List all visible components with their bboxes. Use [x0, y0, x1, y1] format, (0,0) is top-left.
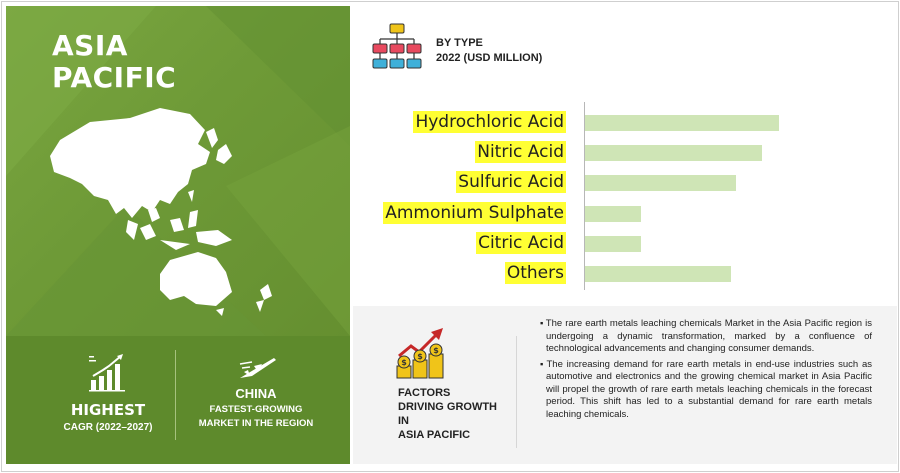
- bar-hydrochloric-acid: [585, 115, 779, 131]
- svg-text:$: $: [433, 346, 439, 355]
- svg-text:$: $: [401, 358, 407, 367]
- category-label: Sulfuric Acid: [458, 172, 564, 193]
- money-growth-icon: [393, 326, 449, 380]
- category-label: Others: [506, 263, 564, 283]
- factors-title: FACTORS DRIVING GROWTH IN ASIA PACIFIC: [398, 387, 497, 441]
- stats-divider: [175, 350, 176, 440]
- chart-header: BY TYPE 2022 (USD MILLION): [436, 37, 543, 64]
- factor-bullet: ▪ The increasing demand for rare earth metals in end-use industries such as automotive and electronics and the growing chemical market in Asia Pacific will propel the growth of rare earth metals leaching chemicals in the forecast period. This shift has led to a substantial demand for rare earth metals leaching chemicals.: [540, 359, 872, 422]
- bar-nitric-acid: [585, 145, 762, 161]
- factors-divider: [516, 336, 517, 448]
- jet-plane-icon: [238, 352, 278, 382]
- china-subtitle: FASTEST-GROWING MARKET IN THE REGION: [198, 404, 314, 429]
- flowchart-icon: [370, 22, 424, 72]
- category-label: Hydrochloric Acid: [415, 112, 564, 132]
- rising-bar-chart-icon: [87, 352, 129, 392]
- china-label: CHINA: [235, 386, 277, 401]
- bar-citric-acid: [585, 236, 641, 252]
- bar-others: [585, 266, 731, 282]
- category-label: Citric Acid: [478, 232, 564, 253]
- asia-pacific-map: [20, 100, 320, 320]
- factor-bullet: ▪ The rare earth metals leaching chemicals Market in the Asia Pacific region is undergoing a dynamic transformation, marked by a confluence of technological advancements and changing consumer demands.: [540, 318, 872, 356]
- category-label: Nitric Acid: [477, 142, 564, 163]
- factors-bullets: [540, 318, 872, 424]
- category-label: Ammonium Sulphate: [385, 202, 564, 223]
- bar-sulfuric-acid: [585, 175, 736, 191]
- region-title: ASIA PACIFIC: [52, 29, 177, 94]
- highest-label: HIGHEST: [70, 401, 146, 419]
- bar-ammonium-sulphate: [585, 206, 641, 222]
- svg-text:$: $: [417, 352, 423, 361]
- cagr-period-label: CAGR (2022–2027): [63, 422, 153, 433]
